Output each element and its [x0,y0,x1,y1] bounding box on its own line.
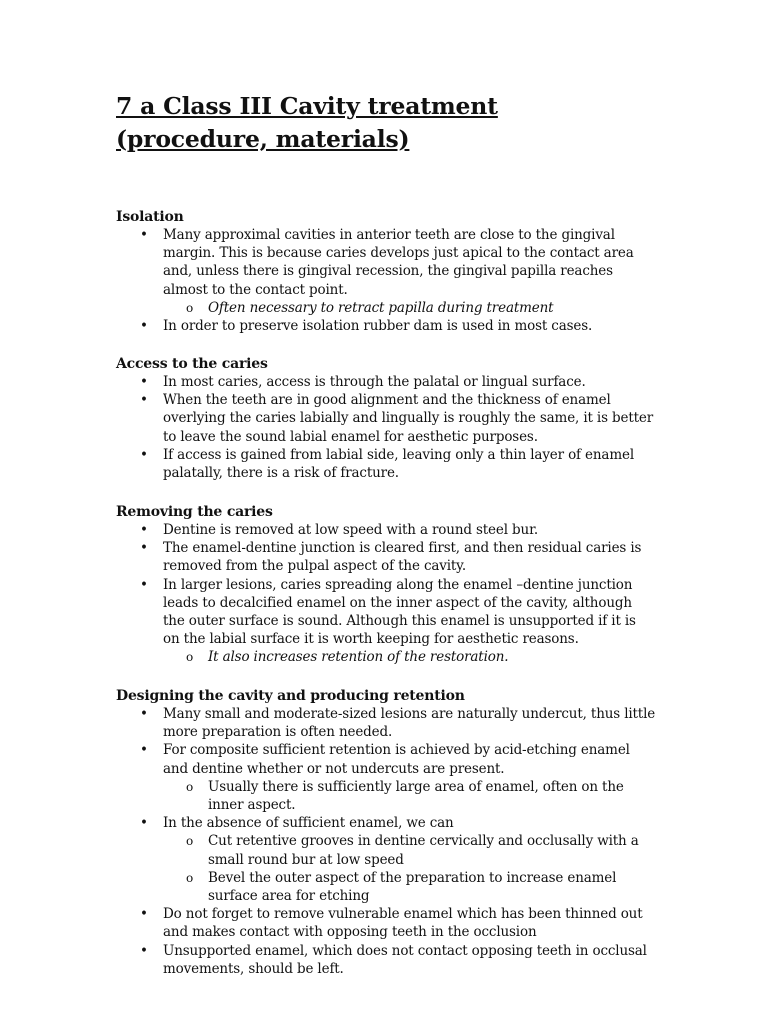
bullet-marker: • [140,522,148,538]
list-item-text: If access is gained from labial side, leaving only a thin layer of enamel palatally, there is a risk of fracture. [163,446,634,482]
list-item-text: Do not forget to remove vulnerable enamel which has been thinned out and makes contact with opposing teeth in the occlusion [163,906,643,941]
sub-item-text: Bevel the outer aspect of the preparation to increase enamel surface area for etching [208,869,617,905]
list-item [116,814,656,905]
sub-list [163,299,656,317]
list-item [116,446,656,482]
sub-marker: o [186,300,194,315]
list-item [116,905,656,941]
list-item-text: Dentine is removed at low speed with a round steel bur. [163,522,539,538]
list-item-text: Many approximal cavities in anterior teeth are close to the gingival margin. This is because caries develops just apical to the contact area and, unless there is gingival recession, the gingival papilla reaches almost to the contact point. [163,227,634,298]
bullet-marker: • [140,742,148,759]
bullet-marker: • [140,540,148,557]
sub-list [163,778,656,814]
sub-marker: o [186,650,194,665]
list-item [116,226,656,317]
sub-item-text: Usually there is sufficiently large area of enamel, often on the inner aspect. [208,778,624,814]
list-item-text: Many small and moderate-sized lesions are naturally undercut, thus little more preparation is often needed. [163,706,656,741]
sub-item-text: It also increases retention of the restoration. [208,649,509,666]
bullet-marker: • [140,906,148,923]
sub-item-text: Often necessary to retract papilla during treatment [208,299,554,316]
list-item [116,373,656,391]
list-item [116,741,656,814]
list-item [116,705,656,741]
section-designing [116,687,656,978]
sub-marker: o [186,870,194,885]
list-item-text: In larger lesions, caries spreading along the enamel –dentine junction leads to decalcified enamel on the inner aspect of the cavity, although the outer surface is sound. Although this enamel is unsupported if it is on the labial surface it is worth keeping for aesthetic reasons. [163,576,636,648]
bullet-marker: • [140,318,148,335]
list-item [116,942,656,978]
bullet-marker: • [140,446,148,463]
section-heading: Access to the caries [116,356,268,372]
section-heading: Designing the cavity and producing retention [116,688,465,704]
list-item-text: Unsupported enamel, which does not contact opposing teeth in occlusal movements, should be left. [163,942,647,977]
list-item [116,521,656,539]
bullet-marker: • [140,227,148,243]
list-item-text: The enamel-dentine junction is cleared first, and then residual caries is removed from the pulpal aspect of the cavity. [163,540,642,575]
bullet-marker: • [140,576,148,593]
list-item-text: In most caries, access is through the palatal or lingual surface. [163,374,586,390]
page-title: 7 a Class III Cavity treatment (procedure, materials) [116,92,498,153]
section-heading: Removing the caries [116,504,273,520]
sub-list [163,832,656,905]
sub-list [163,648,656,666]
bullet-list [116,226,656,335]
sub-item-text: Cut retentive grooves in dentine cervically and occlusally with a small round bur at low speed [208,833,639,868]
sub-list-item [116,832,656,868]
list-item [116,539,656,575]
section-access [116,355,656,482]
list-item-text: For composite sufficient retention is achieved by acid-etching enamel and dentine whether or not undercuts are present. [163,742,630,777]
bullet-marker: • [140,815,148,832]
list-item-text: In order to preserve isolation rubber dam is used in most cases. [163,318,593,335]
list-item [116,391,656,446]
list-item-text: In the absence of sufficient enamel, we can [163,815,454,832]
section-heading: Isolation [116,209,184,225]
sub-marker: o [186,834,194,849]
sub-list-item [116,648,656,666]
sub-list-item [116,869,656,905]
section-removing [116,503,656,667]
document-page [116,90,656,156]
bullet-marker: • [140,392,148,409]
bullet-marker: • [140,942,148,959]
section-isolation [116,208,656,335]
bullet-marker: • [140,374,148,390]
bullet-list [116,373,656,482]
bullet-list [116,521,656,667]
sub-marker: o [186,779,194,794]
list-item-text: When the teeth are in good alignment and the thickness of enamel overlying the caries labially and lingually is roughly the same, it is better to leave the sound labial enamel for aesthetic purposes. [163,392,654,445]
list-item [116,576,656,667]
list-item [116,317,656,335]
sub-list-item [116,299,656,317]
bullet-marker: • [140,706,148,722]
bullet-list [116,705,656,978]
sub-list-item [116,778,656,814]
